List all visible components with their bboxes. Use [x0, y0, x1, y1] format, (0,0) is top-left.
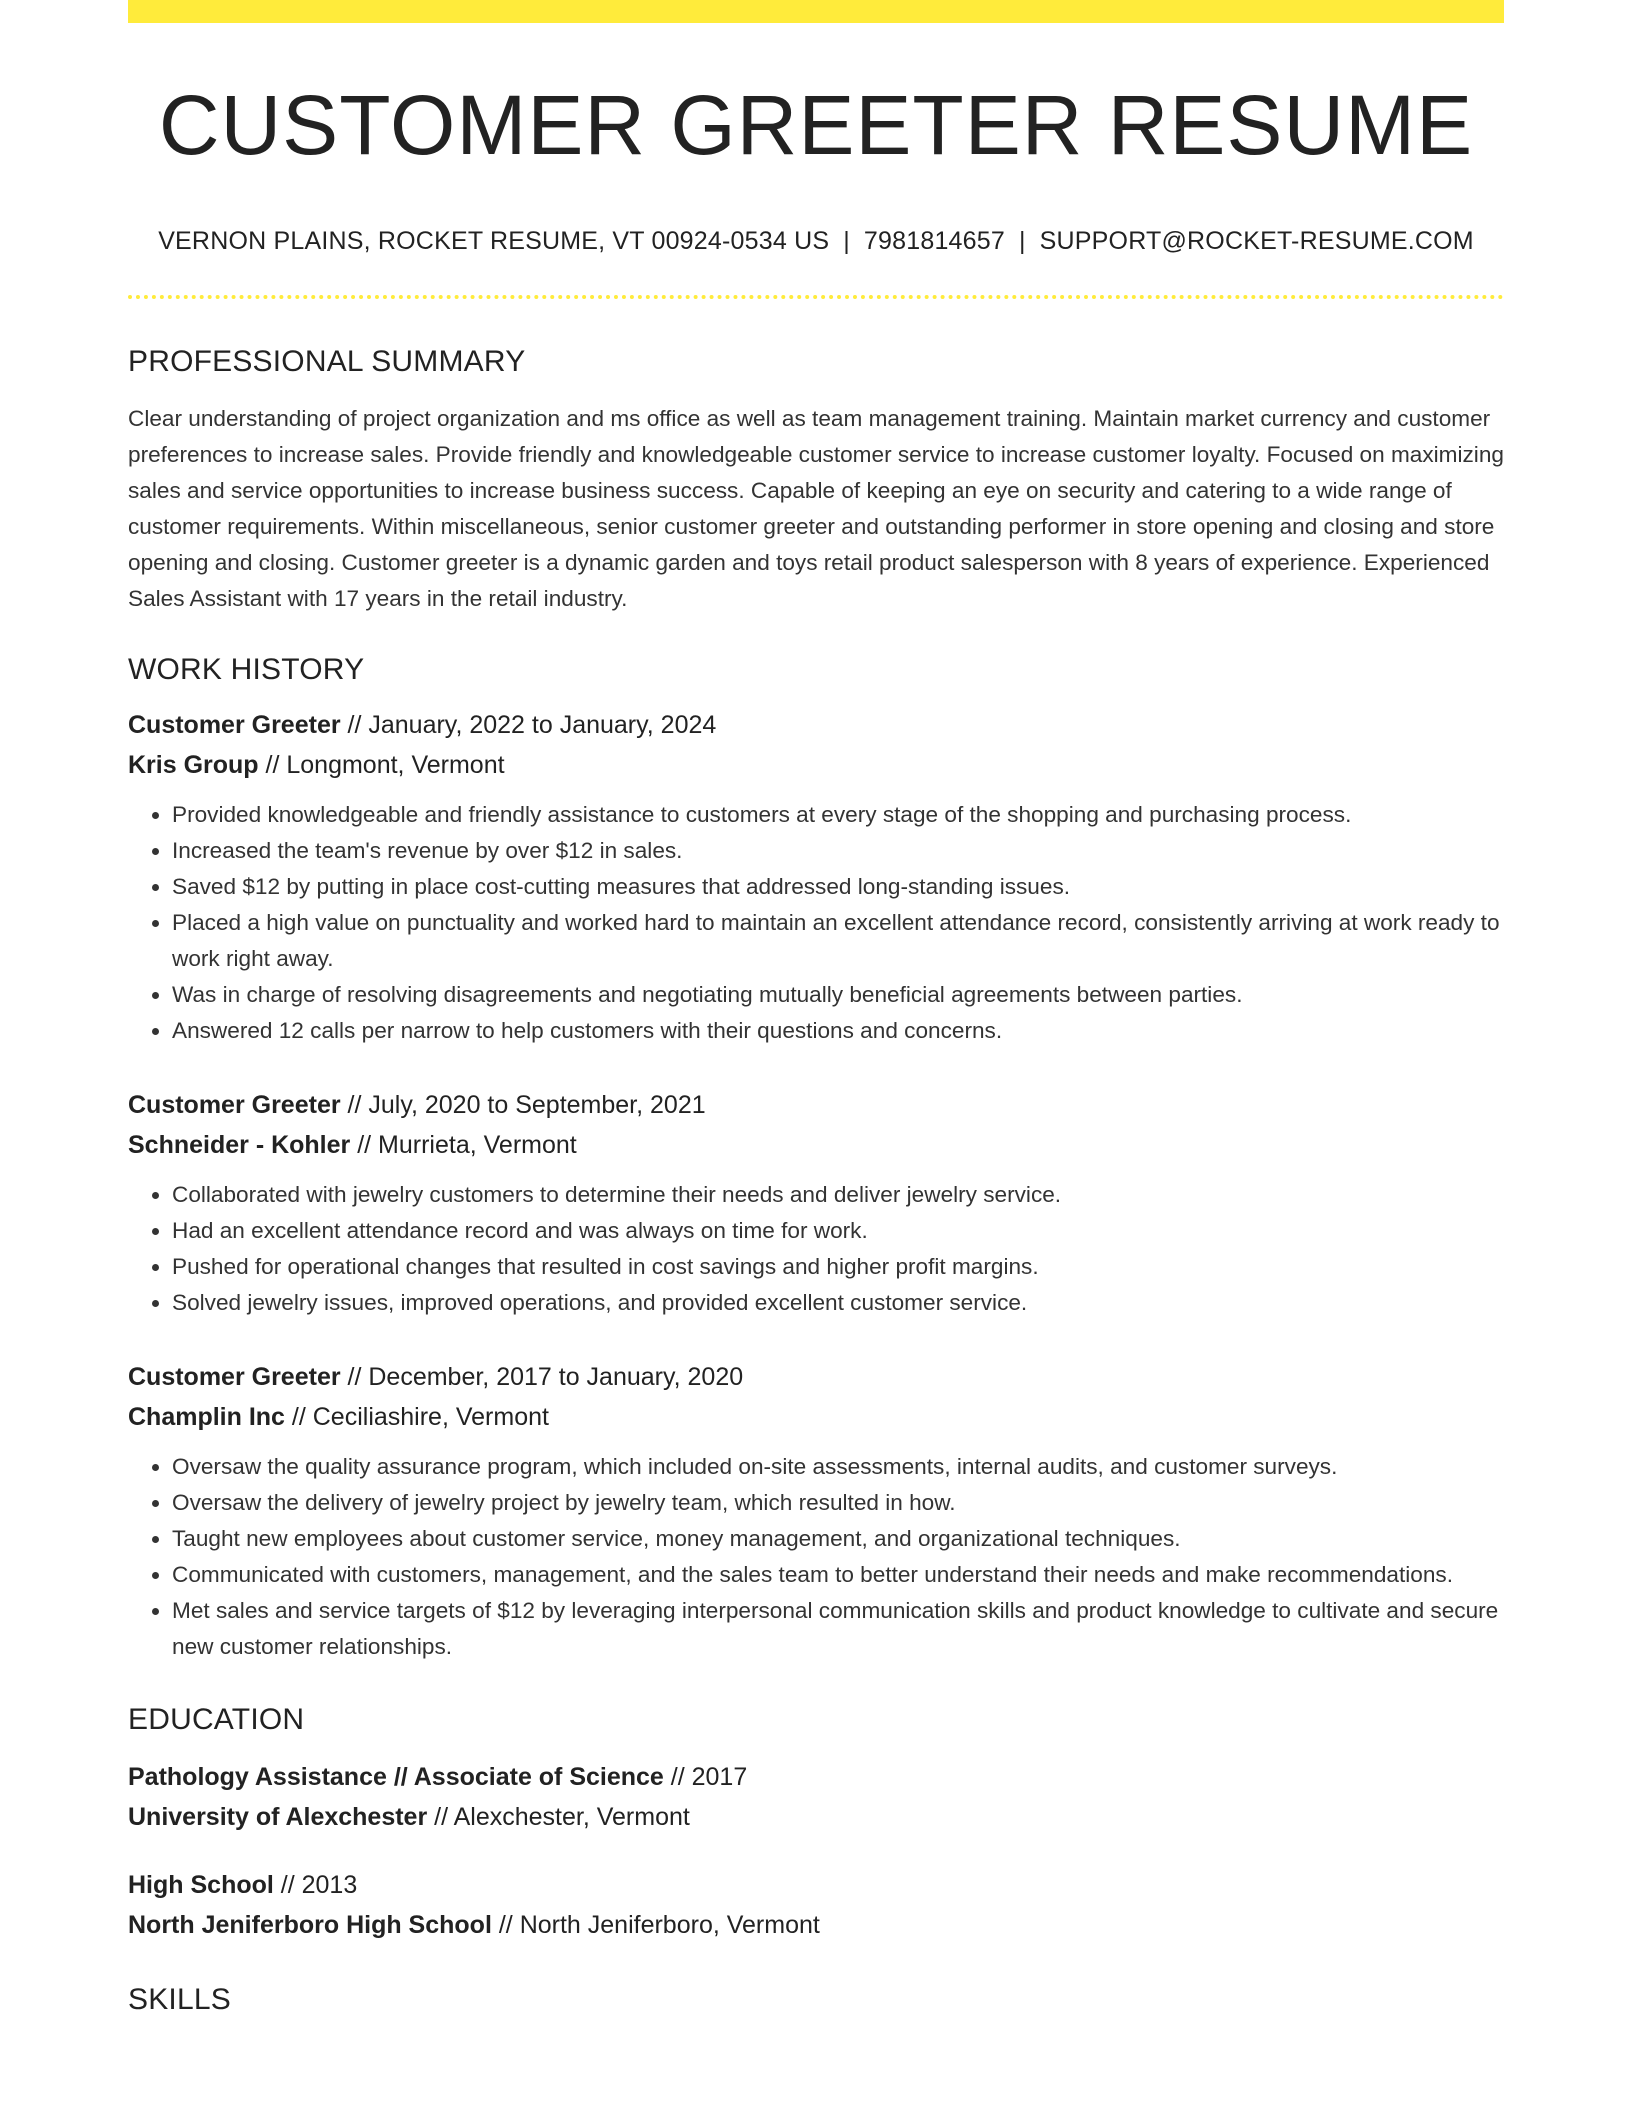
contact-separator: | [843, 227, 850, 255]
resume-title: CUSTOMER GREETER RESUME [158, 78, 1474, 172]
job-bullets [128, 1177, 1504, 1321]
job-bullet: • Pushed for operational changes that resulted in cost savings and higher profit margins. [172, 1249, 1504, 1285]
education-school-line [128, 1797, 1504, 1837]
job-bullet: • Solved jewelry issues, improved operations, and provided excellent customer service. [172, 1285, 1504, 1321]
contact-address: VERNON PLAINS, ROCKET RESUME, VT 00924-0534 US [158, 227, 830, 255]
education-school-line [128, 1905, 1504, 1945]
summary-heading: PROFESSIONAL SUMMARY [128, 345, 526, 378]
contact-line [128, 229, 1504, 254]
job-bullet: • Taught new employees about customer service, money management, and organizational techniques. [172, 1521, 1504, 1557]
education-school: North Jeniferboro High School [128, 1911, 492, 1939]
job-bullet: • Had an excellent attendance record and was always on time for work. [172, 1213, 1504, 1249]
job-bullet: • Collaborated with jewelry customers to determine their needs and deliver jewelry service. [172, 1177, 1504, 1213]
education-location: // Alexchester, Vermont [427, 1803, 690, 1831]
job-dates: // July, 2020 to September, 2021 [340, 1091, 706, 1119]
education-year: // 2013 [273, 1871, 358, 1899]
education-location: // North Jeniferboro, Vermont [491, 1911, 820, 1939]
job-bullet: • Increased the team's revenue by over $12 in sales. [172, 833, 1504, 869]
education-degree-line [128, 1757, 1504, 1797]
job-entry [128, 1357, 1504, 1665]
job-location: // Ceciliashire, Vermont [284, 1403, 549, 1431]
job-location: // Longmont, Vermont [258, 751, 505, 779]
job-bullets [128, 1449, 1504, 1665]
job-role: Customer Greeter [128, 1091, 341, 1119]
job-bullet: • Oversaw the quality assurance program, which included on-site assessments, internal audits, and customer surveys. [172, 1449, 1504, 1485]
job-dates: // December, 2017 to January, 2020 [340, 1363, 744, 1391]
education-school: University of Alexchester [128, 1803, 428, 1831]
job-company: Champlin Inc [128, 1403, 285, 1431]
accent-top-bar [128, 0, 1504, 23]
job-bullet: • Placed a high value on punctuality and worked hard to maintain an excellent attendance record, consistently arriving at work ready to work right away. [172, 905, 1504, 977]
job-role-line [128, 1085, 1504, 1125]
job-bullet: • Oversaw the delivery of jewelry project by jewelry team, which resulted in how. [172, 1485, 1504, 1521]
job-bullet: • Met sales and service targets of $12 by leveraging interpersonal communication skills and product knowledge to cultivate and secure new customer relationships. [172, 1593, 1504, 1665]
job-entry [128, 705, 1504, 1049]
education-heading: EDUCATION [128, 1703, 305, 1736]
resume-page [128, 0, 1504, 2015]
job-bullet: • Communicated with customers, management, and the sales team to better understand their needs and make recommendations. [172, 1557, 1504, 1593]
job-company-line [128, 1125, 1504, 1165]
job-location: // Murrieta, Vermont [350, 1131, 577, 1159]
job-role: Customer Greeter [128, 1363, 341, 1391]
education-degree: High School [128, 1871, 274, 1899]
summary-text: Clear understanding of project organization and ms office as well as team management training. Maintain market currency and customer preferences to increase sales. Provide friendly and knowledgeable customer service to increase customer loyalty. Focused on maximizing sales and service opportunities to increase business success. Capable of keeping an eye on security and catering to a wide range of customer requirements. Within miscellaneous, senior customer greeter and outstanding performer in store opening and closing and store opening and closing. Customer greeter is a dynamic garden and toys retail product salesperson with 8 years of experience. Experienced Sales Assistant with 17 years in the retail industry. [128, 406, 1504, 611]
job-role: Customer Greeter [128, 711, 341, 739]
education-degree-line [128, 1865, 1504, 1905]
job-entry [128, 1085, 1504, 1321]
job-bullet: • Provided knowledgeable and friendly assistance to customers at every stage of the shopping and purchasing process. [172, 797, 1504, 833]
contact-email: SUPPORT@ROCKET-RESUME.COM [1039, 227, 1474, 255]
contact-separator: | [1018, 227, 1026, 255]
education-degree: Pathology Assistance // Associate of Science [128, 1763, 664, 1791]
job-company: Kris Group [128, 751, 259, 779]
dotted-divider [128, 295, 1504, 299]
education-entry [128, 1757, 1504, 1837]
education-entry [128, 1865, 1504, 1945]
education-year: // 2017 [663, 1763, 748, 1791]
job-bullet: • Was in charge of resolving disagreements and negotiating mutually beneficial agreements between parties. [172, 977, 1504, 1013]
work-history-heading: WORK HISTORY [128, 653, 365, 686]
contact-phone: 7981814657 [863, 227, 1005, 255]
job-company-line [128, 1397, 1504, 1437]
job-role-line [128, 705, 1504, 745]
job-bullet: • Saved $12 by putting in place cost-cutting measures that addressed long-standing issues. [172, 869, 1504, 905]
job-company-line [128, 745, 1504, 785]
job-role-line [128, 1357, 1504, 1397]
skills-heading: SKILLS [128, 1983, 231, 2016]
job-bullet: • Answered 12 calls per narrow to help customers with their questions and concerns. [172, 1013, 1504, 1049]
job-dates: // January, 2022 to January, 2024 [340, 711, 717, 739]
job-company: Schneider - Kohler [128, 1131, 351, 1159]
job-bullets [128, 797, 1504, 1049]
